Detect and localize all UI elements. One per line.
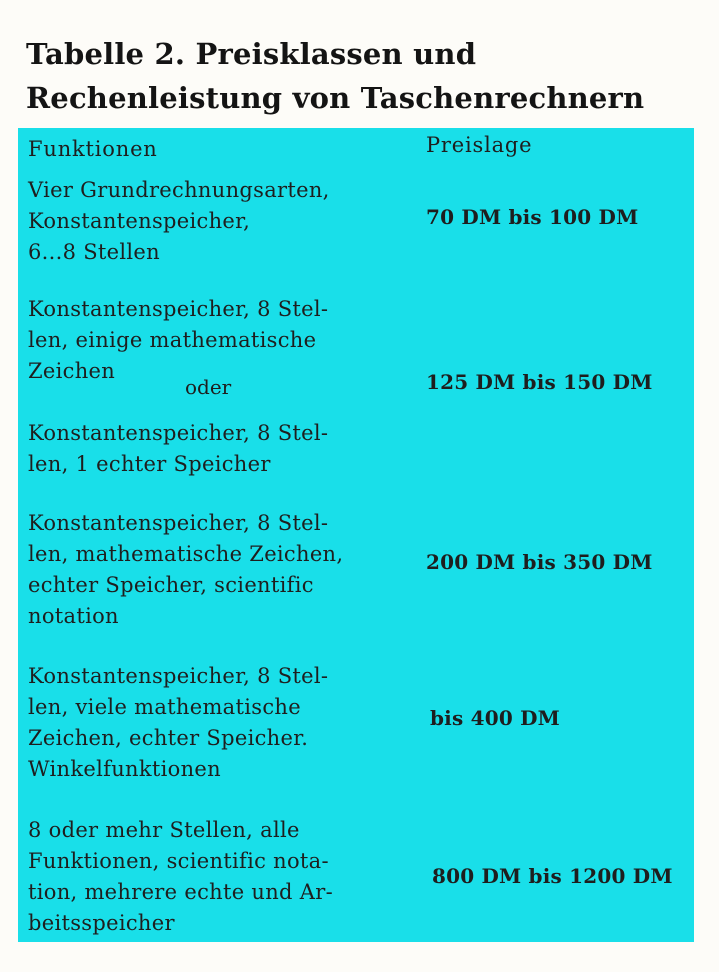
row-4-functions: Konstantenspeicher, 8 Stel- len, viele mathematische Zeichen, echter Speicher. Winkelfunktionen (28, 664, 329, 781)
header-functions: Funktionen (28, 137, 158, 161)
row-5-price: 800 DM bis 1200 DM (432, 864, 673, 888)
header-price: Preislage (426, 133, 533, 157)
row-3-price: 200 DM bis 350 DM (426, 550, 653, 574)
row-2-price: 125 DM bis 150 DM (426, 370, 653, 394)
title-line-2: Rechenleistung von Taschenrechnern (26, 81, 645, 115)
document-title (26, 32, 686, 120)
row-2-functions-alt: Konstantenspeicher, 8 Stel- len, 1 echter Speicher (28, 421, 329, 476)
row-2-connector: oder (185, 375, 232, 399)
title-line-1: Tabelle 2. Preisklassen und (26, 37, 477, 71)
row-3-functions: Konstantenspeicher, 8 Stel- len, mathematische Zeichen, echter Speicher, scientific notation (28, 511, 344, 628)
row-4-price: bis 400 DM (430, 706, 560, 730)
row-1-price: 70 DM bis 100 DM (426, 205, 639, 229)
row-5-functions: 8 oder mehr Stellen, alle Funktionen, scientific nota- tion, mehrere echte und Ar- beitsspeicher (28, 818, 333, 935)
row-1-functions: Vier Grundrechnungsarten, Konstantenspeicher, 6...8 Stellen (28, 178, 330, 264)
row-2-functions: Konstantenspeicher, 8 Stel- len, einige mathematische Zeichen (28, 297, 329, 383)
